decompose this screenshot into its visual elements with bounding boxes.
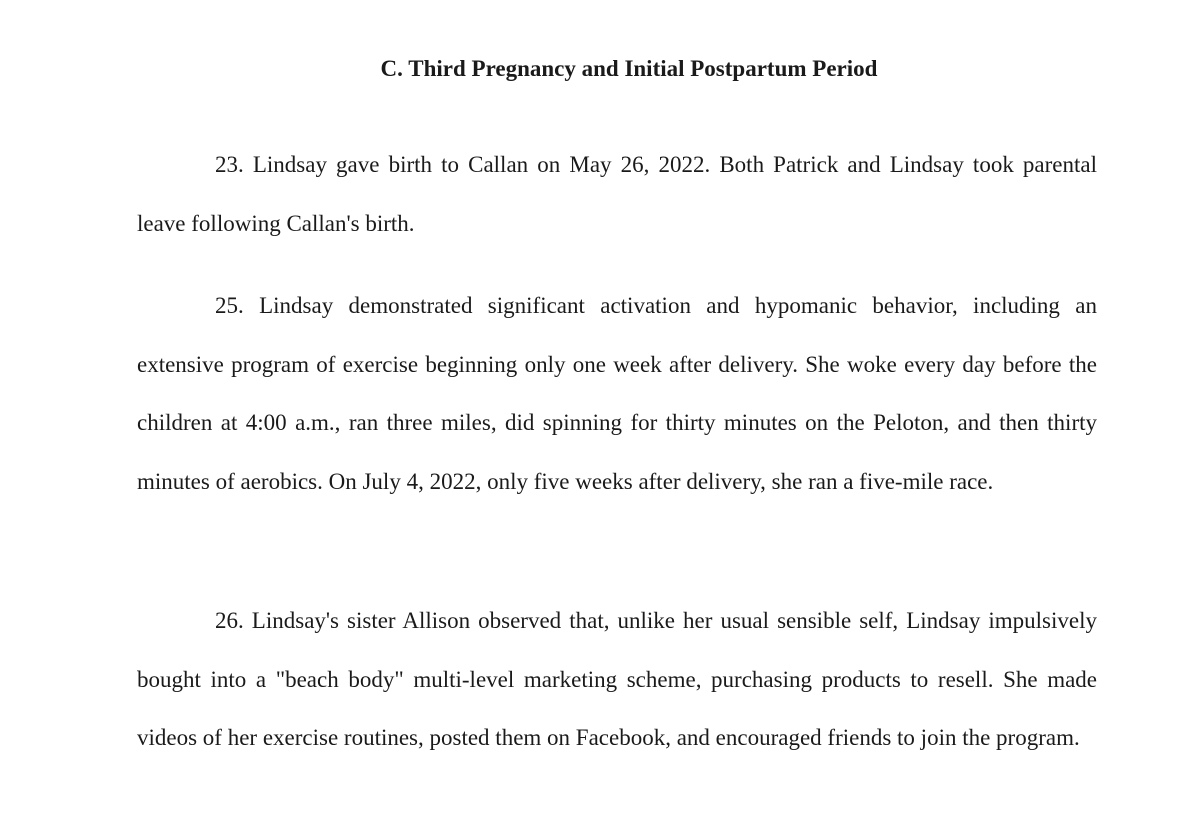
section-heading: C. Third Pregnancy and Initial Postpartum Period xyxy=(380,56,878,81)
paragraph-23: 23. Lindsay gave birth to Callan on May 26, 2022. Both Patrick and Lindsay took parental leave following Callan's birth. xyxy=(137,152,1097,236)
paragraph-25: 25. Lindsay demonstrated significant activation and hypomanic behavior, including an extensive program of exercise beginning only one week after delivery. She woke every day before the children at 4:00 a.m., ran three miles, did spinning for thirty minutes on the Peloton, and then thirty minutes of aerobics. On July 4, 2022, only five weeks after delivery, she ran a five-mile race. xyxy=(137,293,1097,494)
paragraph-26: 26. Lindsay's sister Allison observed that, unlike her usual sensible self, Lindsay impulsively bought into a "beach body" multi-level marketing scheme, purchasing products to resell. She made videos of her exercise routines, posted them on Facebook, and encouraged friends to join the program. xyxy=(137,608,1097,750)
